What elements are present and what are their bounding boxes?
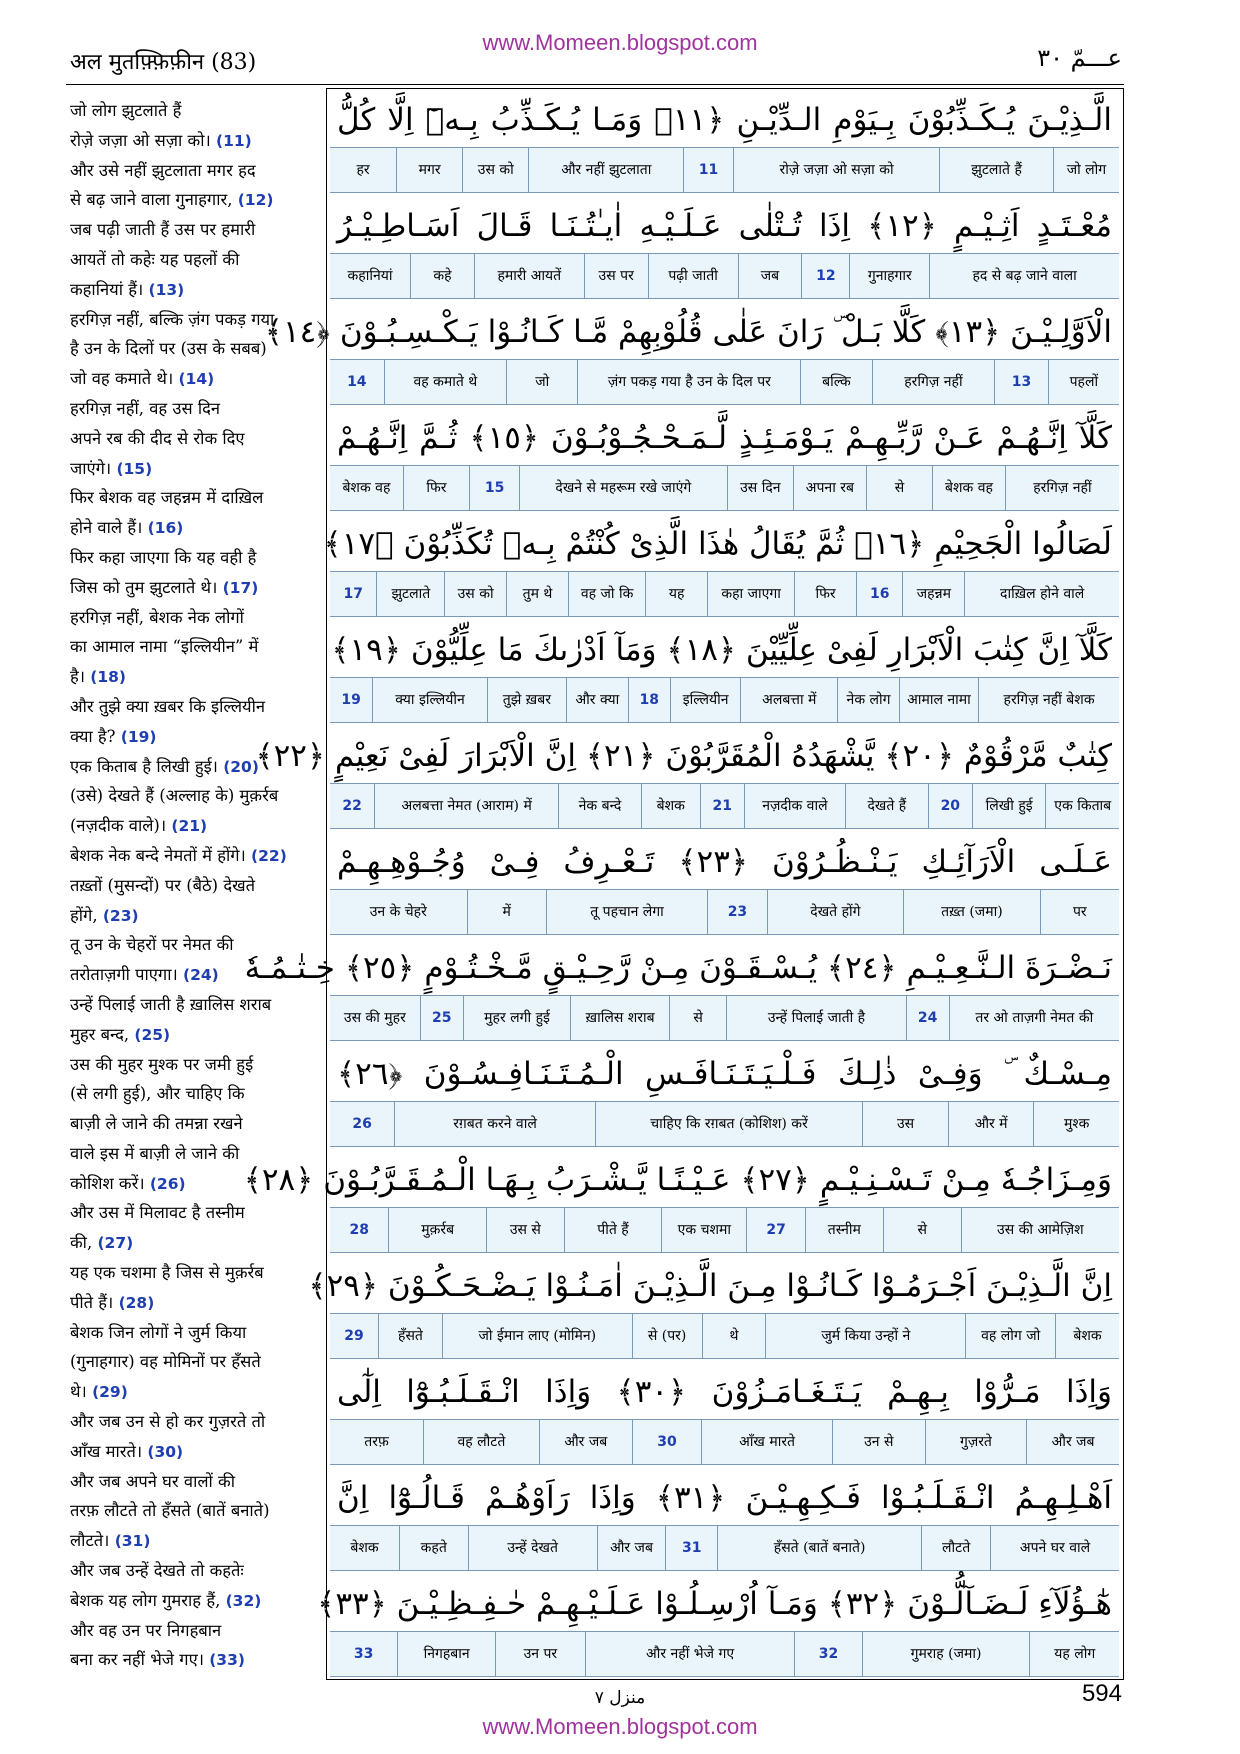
arabic-verse-line: نَـضْـرَةَ الـنَّـعِـيْـمِ ﴿٢٤﴾ يُـسْـقَـوْنَ مِـنْ رَّحِـيْـقٍ مَّـخْـتُـوْمٍ ﴿٢٥﴾ خِـتٰـمُـهٗ — [244, 950, 1112, 986]
verse-number-cell: 26 — [352, 1115, 372, 1132]
translation-line — [70, 126, 318, 156]
word-translation-row — [330, 783, 1119, 829]
word-meaning-cell: तू पहचान लेगा — [546, 890, 707, 934]
page-number: 594 — [1081, 1680, 1122, 1707]
header-divider — [66, 84, 1124, 85]
word-meaning-cell: बेशक — [1055, 1314, 1119, 1358]
translation-text: होंगे, — [70, 905, 98, 925]
translation-line — [70, 1050, 318, 1080]
translation-text: कहानियां हैं। — [70, 279, 144, 299]
word-meaning-cell: एक किताब — [1045, 784, 1119, 828]
translation-line — [70, 692, 318, 722]
verse-number: (13) — [148, 280, 185, 299]
translation-text: जिस को तुम झुटलाते थे। — [70, 577, 218, 597]
verse-number: (26) — [149, 1174, 186, 1193]
word-translation-row — [330, 1101, 1119, 1147]
word-meaning-cell: तुझे ख़बर — [487, 678, 566, 722]
translation-line — [70, 1556, 318, 1586]
word-meaning-cell: बेशक — [350, 1539, 379, 1556]
verse-number-cell: 33 — [353, 1645, 374, 1662]
word-translation-row — [330, 253, 1119, 299]
word-meaning-cell: और नहीं भेजे गए — [585, 1632, 795, 1676]
verse-number-cell: 21 — [700, 784, 744, 828]
verse-number-cell: 11 — [683, 148, 733, 192]
word-meaning-cell: मुहर लगी हुई — [463, 996, 571, 1040]
arabic-verse-line: كَلَّآ اِنَّـهُـمْ عَـنْ رَّبِّـهِـمْ يَـوْمَـئِـذٍ لَّـمَـحْـجُـوْبُـوْنَ ﴿١٥﴾ ثُـمَّ اِنَّـهُـمْ — [337, 420, 1112, 456]
translation-text: क्या है? — [70, 726, 116, 746]
verse-number-cell: 27 — [746, 1208, 804, 1252]
verse-number: (33) — [209, 1651, 245, 1670]
translation-text: रोज़े जज़ा ओ सज़ा को। — [70, 130, 211, 150]
translation-text: तख़्तों (मुसन्दों) पर (बैठे) देखते — [70, 875, 255, 895]
translation-line — [70, 1526, 318, 1556]
translation-text: और तुझे क्या ख़बर कि इल्लियीन — [70, 696, 266, 716]
word-meaning-cell: उस से — [486, 1208, 564, 1252]
verse-number: (23) — [102, 906, 139, 925]
site-url-top[interactable]: www.Momeen.blogspot.com — [482, 30, 758, 55]
word-meaning-cell: उन पर — [495, 1632, 585, 1676]
verse-number-cell: 22 — [342, 797, 362, 814]
word-meaning-cell: कहा जाएगा — [707, 572, 794, 616]
translation-text: और उसे नहीं झुटलाता मगर हद — [70, 160, 256, 180]
word-meaning-cell: क्या इल्लियीन — [372, 678, 486, 722]
word-translation-row — [330, 571, 1119, 617]
word-meaning-cell: तख़्त (जमा) — [903, 890, 1039, 934]
translation-text: जाएंगे। — [70, 458, 112, 478]
translation-text: है। — [70, 667, 86, 687]
word-meaning-cell: नज़दीक वाले — [744, 784, 845, 828]
word-meaning-cell: लिखी हुई — [972, 784, 1046, 828]
word-meaning-cell: हरगिज़ नहीं — [872, 360, 995, 404]
translation-text: बाज़ी ले जाने की तमन्ना रखने — [70, 1114, 243, 1134]
word-meaning-cell: लौटते — [921, 1526, 990, 1570]
translation-line — [70, 1228, 318, 1258]
word-meaning-cell: फिर — [794, 572, 856, 616]
word-meaning-cell: उस पर — [584, 254, 648, 298]
word-translation-row — [330, 465, 1119, 511]
word-meaning-cell: जहन्नम — [902, 572, 964, 616]
word-meaning-cell: हँसते — [378, 1314, 442, 1358]
word-meaning-cell: और जब — [539, 1420, 632, 1464]
translation-text: हरगिज़ नहीं, बेशक नेक लोगों — [70, 607, 244, 627]
word-meaning-cell: कहानियां — [347, 267, 393, 284]
word-meaning-cell: उस की मुहर — [343, 1009, 406, 1026]
translation-text: बेशक यह लोग गुमराह हैं, — [70, 1590, 221, 1610]
word-meaning-cell: जब — [738, 254, 802, 298]
verse-number-cell: 30 — [632, 1420, 702, 1464]
translation-text: आँख मारते। — [70, 1441, 143, 1461]
word-translation-row — [330, 1525, 1119, 1571]
translation-text: बेशक जिन लोगों ने जुर्म किया — [70, 1322, 247, 1342]
verse-number-cell: 17 — [343, 585, 364, 602]
word-meaning-cell: ज़ंग पकड़ गया है उन के दिल पर — [577, 360, 800, 404]
translation-text: उन्हें पिलाई जाती है ख़ालिस शराब — [70, 994, 272, 1014]
translation-text: तरोताज़गी पाएगा। — [70, 965, 178, 985]
verse-number: (18) — [90, 668, 127, 687]
translation-line — [70, 543, 318, 573]
translation-text: एक किताब है लिखी हुई। — [70, 756, 218, 776]
translation-text: और जब अपने घर वालों की — [70, 1471, 236, 1491]
verse-number: (17) — [222, 578, 259, 597]
verse-number: (31) — [114, 1532, 151, 1551]
translation-line — [70, 1318, 318, 1348]
translation-text: बेशक नेक बन्दे नेमतों में होंगे। — [70, 845, 246, 865]
word-meaning-cell: अलबत्ता में — [740, 678, 837, 722]
verse-number: (27) — [97, 1234, 134, 1253]
translation-line — [70, 483, 318, 513]
translation-line — [70, 156, 318, 186]
translation-text: थे। — [70, 1382, 87, 1402]
translation-line — [70, 1377, 318, 1407]
word-meaning-cell: जुर्म किया उन्हों ने — [765, 1314, 965, 1358]
word-translation-row — [330, 359, 1119, 405]
translation-text: तू उन के चेहरों पर नेमत की — [70, 935, 234, 955]
word-meaning-cell: तस्नीम — [805, 1208, 883, 1252]
word-meaning-cell: अपने घर वाले — [990, 1526, 1119, 1570]
word-meaning-cell: से — [866, 466, 932, 510]
translation-text: का आमाल नामा “इल्लियीन” में — [70, 637, 259, 657]
word-meaning-cell: जो — [506, 360, 577, 404]
word-meaning-cell: नेक बन्दे — [558, 784, 641, 828]
word-translation-row — [330, 1419, 1119, 1465]
word-meaning-cell: उस की आमेज़िश — [961, 1208, 1119, 1252]
word-meaning-cell: हर — [356, 161, 370, 178]
translation-line — [70, 96, 318, 126]
translation-text: जब पढ़ी जाती हैं उस पर हमारी — [70, 220, 256, 240]
word-meaning-cell: कहे — [410, 254, 474, 298]
word-meaning-cell: चाहिए कि रग़बत (कोशिश) करें — [595, 1102, 862, 1146]
translation-text: और जब उन्हें देखते तो कहतेः — [70, 1561, 244, 1581]
arabic-verse-line: وَمِـزَاجُـهٗ مِـنْ تَـسْـنِـيْـمٍ ﴿٢٧﴾ عَـيْـنًـا يَّـشْـرَبُ بِـهَـا الْـمُـقَـرَّبُـوْنَ ﴿٢٨﴾ — [243, 1162, 1112, 1198]
word-meaning-cell: एक चशमा — [661, 1208, 746, 1252]
translation-text: जो वह कमाते थे। — [70, 369, 174, 389]
word-meaning-cell: रग़बत करने वाले — [394, 1102, 595, 1146]
word-meaning-cell: हरगिज़ नहीं बेशक — [978, 678, 1119, 722]
translation-line — [70, 394, 318, 424]
translation-line — [70, 513, 318, 543]
arabic-verse-line: وَاِذَا مَـرُّوْا بِـهِـمْ يَـتَـغَـامَـزُوْنَ ﴿٣٠﴾ وَاِذَا انْـقَـلَـبُـوْٓا اِلٰٓى — [337, 1374, 1112, 1410]
translation-text: यह एक चशमा है जिस से मुक़र्रब — [70, 1263, 264, 1283]
verse-number-cell: 31 — [665, 1526, 717, 1570]
word-meaning-cell: यह — [645, 572, 707, 616]
word-meaning-cell: वह लोग जो — [965, 1314, 1055, 1358]
translation-line — [70, 811, 318, 841]
word-meaning-cell: यह लोग — [1029, 1632, 1119, 1676]
word-meaning-cell: और में — [948, 1102, 1034, 1146]
word-meaning-cell: आमाल नामा — [899, 678, 978, 722]
manzil-label: منزل ٧ — [594, 1688, 646, 1708]
translation-text: बना कर नहीं भेजे गए। — [70, 1650, 204, 1670]
translation-line — [70, 1616, 318, 1646]
word-meaning-cell: हँसते (बातें बनाते) — [717, 1526, 921, 1570]
translation-line — [70, 1496, 318, 1526]
verse-number: (29) — [92, 1383, 128, 1402]
translation-text: हरगिज़ नहीं, बल्कि ज़ंग पकड़ गया — [70, 309, 275, 329]
verse-number: (32) — [225, 1591, 262, 1610]
translation-line — [70, 603, 318, 633]
word-translation-row — [330, 889, 1119, 935]
translation-text: पीते हैं। — [70, 1292, 114, 1312]
verse-number-cell: 19 — [341, 691, 361, 708]
word-meaning-cell: पहलों — [1048, 360, 1119, 404]
translation-line — [70, 364, 318, 394]
word-meaning-cell: वह जो कि — [568, 572, 645, 616]
translation-text: और वह उन पर निगहबान — [70, 1620, 222, 1640]
translation-text: है उन के दिलों पर (उस के सबब) — [70, 339, 267, 359]
surah-title: अल मुतफ़्फ़िफ़ीन (83) — [70, 50, 257, 75]
arabic-verse-line: كَلَّآ اِنَّ كِتٰبَ الْاَبْرَارِ لَفِىْ عِلِّيِّيْنَ ﴿١٨﴾ وَمَآ اَدْرٰىكَ مَا عِلِّيُّوْنَ ﴿١٩﴾ — [331, 632, 1112, 668]
word-meaning-cell: वह कमाते थे — [384, 360, 507, 404]
word-meaning-cell: गुज़रते — [925, 1420, 1027, 1464]
verse-number-cell: 29 — [344, 1327, 364, 1344]
translation-text: (नज़दीक वाले)। — [70, 816, 167, 836]
arabic-verse-line: مُعْـتَـدٍ اَثِـيْـمٍ ﴿١٢﴾ اِذَا تُـتْلٰى عَـلَـيْـهِ اٰيـٰتُـنَـا قَـالَ اَسَـاطِـيْـرُ — [337, 208, 1112, 244]
word-translation-row — [330, 147, 1119, 193]
word-meaning-cell: उन के चेहरे — [369, 903, 427, 920]
arabic-verse-line: هٰٓـؤُلَآءِ لَـضَـآلُّـوْنَ ﴿٣٢﴾ وَمَـآ اُرْسِـلُـوْا عَـلَـيْـهِـمْ حٰـفِـظِـيْـنَ ﴿٣٣﴾ — [317, 1586, 1112, 1622]
word-meaning-cell: तर ओ ताज़गी नेमत की — [949, 996, 1119, 1040]
translation-text: और जब उन से हो कर गुज़रते तो — [70, 1412, 266, 1432]
translation-text: कोशिश करें। — [70, 1173, 145, 1193]
translation-text: जो लोग झुटलाते हैं — [70, 101, 182, 120]
verse-number-cell: 13 — [994, 360, 1047, 404]
translation-line — [70, 1288, 318, 1318]
translation-text: आयतें तो कहेः यह पहलों की — [70, 249, 240, 269]
translation-line — [70, 841, 318, 871]
translation-line — [70, 573, 318, 603]
word-meaning-cell: मुक़र्रब — [388, 1208, 485, 1252]
translation-text: (से लगी हुई), और चाहिए कि — [70, 1084, 245, 1104]
translation-line — [70, 245, 318, 275]
word-meaning-cell: ख़ालिस शराब — [570, 996, 669, 1040]
word-meaning-cell: रोज़े जज़ा ओ सज़ा को — [733, 148, 940, 192]
translation-line — [70, 901, 318, 931]
verse-number: (16) — [147, 519, 184, 538]
word-meaning-cell: से (पर) — [632, 1314, 702, 1358]
translation-text: (गुनाहगार) वह मोमिनों पर हँसते — [70, 1352, 261, 1372]
translation-text: उस की मुहर मुश्क पर जमी हुई — [70, 1054, 254, 1074]
word-meaning-cell: उन से — [832, 1420, 925, 1464]
word-meaning-cell: कहते — [399, 1526, 468, 1570]
word-meaning-cell: आँख मारते — [701, 1420, 832, 1464]
word-meaning-cell: दाख़िल होने वाले — [964, 572, 1119, 616]
word-meaning-cell: और नहीं झुटलाता — [528, 148, 683, 192]
verse-number: (20) — [223, 757, 259, 776]
translation-line — [70, 1407, 318, 1437]
arabic-verse-line: الْاَوَّلِـيْـنَ ﴿١٣﴾ كَلَّا بَـلْ ۜ رَانَ عَلٰى قُلُوْبِهِمْ مَّـا كَـانُـوْا يَـكْـسِـبُـوْنَ ﴿١٤﴾ — [264, 314, 1112, 350]
verse-number: (19) — [120, 727, 157, 746]
translation-text: और उस में मिलावट है तस्नीम — [70, 1203, 245, 1223]
word-meaning-cell: हद से बढ़ जाने वाला — [929, 254, 1119, 298]
word-meaning-cell: पीते हैं — [564, 1208, 661, 1252]
verse-number: (11) — [216, 131, 252, 150]
verse-number-cell: 12 — [801, 254, 849, 298]
word-meaning-cell: देखते हैं — [845, 784, 928, 828]
arabic-verse-line: الَّـذِيْـنَ يُـكَـذِّبُوْنَ بِـيَوْمِ الـدِّيْـنِ ﴿١١﴾ وَمَـا يُـكَـذِّبُ بِـهٖٓ اِلَّا كُلُّ — [337, 102, 1112, 138]
arabic-verse-line: اِنَّ الَّـذِيْـنَ اَجْـرَمُـوْا كَـانُـوْا مِـنَ الَّـذِيْـنَ اٰمَـنُـوْا يَـضْـحَـكُـوْنَ ﴿٢٩﴾ — [308, 1268, 1112, 1304]
arabic-verse-line: مِـسْـكٌ ۜ وَفِـىْ ذٰلِـكَ فَـلْـيَـتَـنَـافَـسِ الْـمُـتَـنَـافِـسُـوْنَ ﴿٢٦﴾ — [337, 1056, 1112, 1092]
word-meaning-cell: मुश्क — [1033, 1102, 1119, 1146]
word-meaning-cell: अलबत्ता नेमत (आराम) में — [374, 784, 558, 828]
translation-line — [70, 1467, 318, 1497]
verse-number: (15) — [116, 459, 153, 478]
translation-text: वाले इस में बाज़ी ले जाने की — [70, 1143, 240, 1163]
verse-number: (24) — [183, 966, 219, 985]
translation-text: होने वाले हैं। — [70, 518, 143, 538]
word-meaning-cell: और जब — [1026, 1420, 1119, 1464]
translation-line — [70, 1645, 318, 1675]
word-meaning-cell: बेशक वह — [342, 479, 391, 496]
word-meaning-cell: इल्लियीन — [670, 678, 740, 722]
verse-number-cell: 24 — [906, 996, 949, 1040]
translation-text: की, — [70, 1233, 93, 1253]
translation-line — [70, 1347, 318, 1377]
verse-number: (22) — [251, 846, 287, 865]
translation-text: लौटते। — [70, 1531, 110, 1551]
word-translation-row — [330, 1631, 1119, 1677]
site-url-bottom[interactable]: www.Momeen.blogspot.com — [482, 1714, 758, 1739]
word-meaning-cell: से — [669, 996, 726, 1040]
word-meaning-cell: और क्या — [566, 678, 628, 722]
translation-text: मुहर बन्द, — [70, 1024, 130, 1044]
translation-line — [70, 1109, 318, 1139]
word-meaning-cell: हरगिज़ नहीं — [1005, 466, 1119, 510]
translation-line — [70, 275, 318, 305]
verse-number: (28) — [118, 1293, 155, 1312]
verse-number: (12) — [237, 191, 274, 210]
word-meaning-cell: पर — [1040, 890, 1119, 934]
word-meaning-cell: में — [467, 890, 546, 934]
translation-line — [70, 1020, 318, 1050]
word-meaning-cell: झुटलाते हैं — [939, 148, 1053, 192]
verse-number-cell: 25 — [420, 996, 463, 1040]
arabic-verse-line: عَـلَـى الْاَرَآئِـكِ يَـنْـظُـرُوْنَ ﴿٢٣﴾ تَـعْـرِفُ فِـىْ وُجُـوْهِـهِـمْ — [337, 844, 1112, 880]
word-meaning-cell: तरफ़ — [364, 1433, 389, 1450]
word-meaning-cell: वह लौटते — [423, 1420, 539, 1464]
translation-line — [70, 871, 318, 901]
translation-text: (उसे) देखते हैं (अल्लाह के) मुक़र्रब — [70, 786, 279, 806]
translation-line — [70, 781, 318, 811]
translation-line — [70, 185, 318, 215]
word-by-word-panel — [243, 88, 1124, 1680]
word-meaning-cell: नेक लोग — [837, 678, 899, 722]
word-meaning-cell: और जब — [597, 1526, 666, 1570]
word-meaning-cell: जो लोग — [1053, 148, 1119, 192]
verse-number: (21) — [171, 817, 208, 836]
word-meaning-cell: उस दिन — [727, 466, 793, 510]
translation-line — [70, 1079, 318, 1109]
translation-line — [70, 1437, 318, 1467]
word-meaning-cell: बेशक वह — [932, 466, 1005, 510]
word-meaning-cell: बल्कि — [800, 360, 871, 404]
arabic-verse-line: لَصَالُوا الْجَحِيْمِ ﴿١٦﴾ ثُمَّ يُقَالُ هٰذَا الَّذِىْ كُنْتُمْ بِـهٖ تُكَذِّبُوْنَ ﴿١٧﴾ — [323, 526, 1112, 562]
verse-number-cell: 28 — [349, 1221, 369, 1238]
translation-text: तरफ़ लौटते तो हँसते (बातें बनाते) — [70, 1501, 270, 1521]
verse-number: (25) — [134, 1025, 171, 1044]
word-translation-row — [330, 995, 1119, 1041]
translation-text: अपने रब की दीद से रोक दिए — [70, 428, 245, 448]
verse-number-cell: 16 — [856, 572, 902, 616]
verse-number-cell: 23 — [707, 890, 767, 934]
translation-text: फिर बेशक वह जहन्नम में दाख़िल — [70, 488, 264, 508]
word-meaning-cell: पढ़ी जाती — [648, 254, 738, 298]
word-meaning-cell: जो ईमान लाए (मोमिन) — [442, 1314, 632, 1358]
word-meaning-cell: से — [883, 1208, 961, 1252]
word-meaning-cell: फिर — [403, 466, 469, 510]
word-meaning-cell: बेशक — [641, 784, 700, 828]
word-meaning-cell: उस को — [444, 572, 506, 616]
arabic-verse-line: اَهْـلِـهِـمُ انْـقَـلَـبُـوْا فَـكِـهِـيْـنَ ﴿٣١﴾ وَاِذَا رَاَوْهُـمْ قَـالُـوْٓا اِنَّ — [337, 1480, 1113, 1516]
verse-number-cell: 32 — [794, 1632, 861, 1676]
verse-number-cell: 14 — [347, 373, 367, 390]
word-translation-row — [330, 1313, 1119, 1359]
translation-text: हरगिज़ नहीं, वह उस दिन — [70, 398, 221, 418]
word-meaning-cell: हमारी आयतें — [474, 254, 584, 298]
juz-label: عـــمّ ٣٠ — [1037, 44, 1122, 72]
translation-text: फिर कहा जाएगा कि यह वही है — [70, 547, 257, 567]
translation-line — [70, 662, 318, 692]
translation-line — [70, 1258, 318, 1288]
word-meaning-cell: झुटलाते — [376, 572, 444, 616]
translation-line — [70, 215, 318, 245]
word-meaning-cell: गुनाहगार — [849, 254, 929, 298]
word-translation-row — [330, 1207, 1119, 1253]
translation-line — [70, 454, 318, 484]
verse-number: (14) — [178, 370, 215, 389]
word-meaning-cell: देखते होंगे — [767, 890, 903, 934]
verse-number-cell: 20 — [928, 784, 972, 828]
word-meaning-cell: उन्हें पिलाई जाती है — [726, 996, 905, 1040]
word-meaning-cell: मगर — [396, 148, 462, 192]
word-meaning-cell: निगहबान — [397, 1632, 495, 1676]
word-meaning-cell: थे — [702, 1314, 766, 1358]
translation-line — [70, 424, 318, 454]
verse-number-cell: 18 — [628, 678, 670, 722]
word-meaning-cell: देखने से महरूम रखे जाएंगे — [519, 466, 727, 510]
word-meaning-cell: अपना रब — [793, 466, 866, 510]
arabic-verse-line: كِتٰبٌ مَّرْقُوْمٌ ﴿٢٠﴾ يَّشْهَدُهُ الْمُقَرَّبُوْنَ ﴿٢١﴾ اِنَّ الْاَبْرَارَ لَفِىْ نَعِيْمٍ ﴿٢٢﴾ — [255, 738, 1112, 774]
word-translation-row — [330, 677, 1119, 723]
translation-line — [70, 1586, 318, 1616]
word-meaning-cell: तुम थे — [506, 572, 568, 616]
verse-number-cell: 15 — [469, 466, 519, 510]
translation-line — [70, 632, 318, 662]
translation-text: से बढ़ जाने वाला गुनाहगार, — [70, 190, 233, 210]
word-meaning-cell: उस को — [462, 148, 528, 192]
word-meaning-cell: गुमराह (जमा) — [862, 1632, 1030, 1676]
verse-number: (30) — [147, 1442, 184, 1461]
word-meaning-cell: उन्हें देखते — [468, 1526, 597, 1570]
word-meaning-cell: उस — [862, 1102, 948, 1146]
